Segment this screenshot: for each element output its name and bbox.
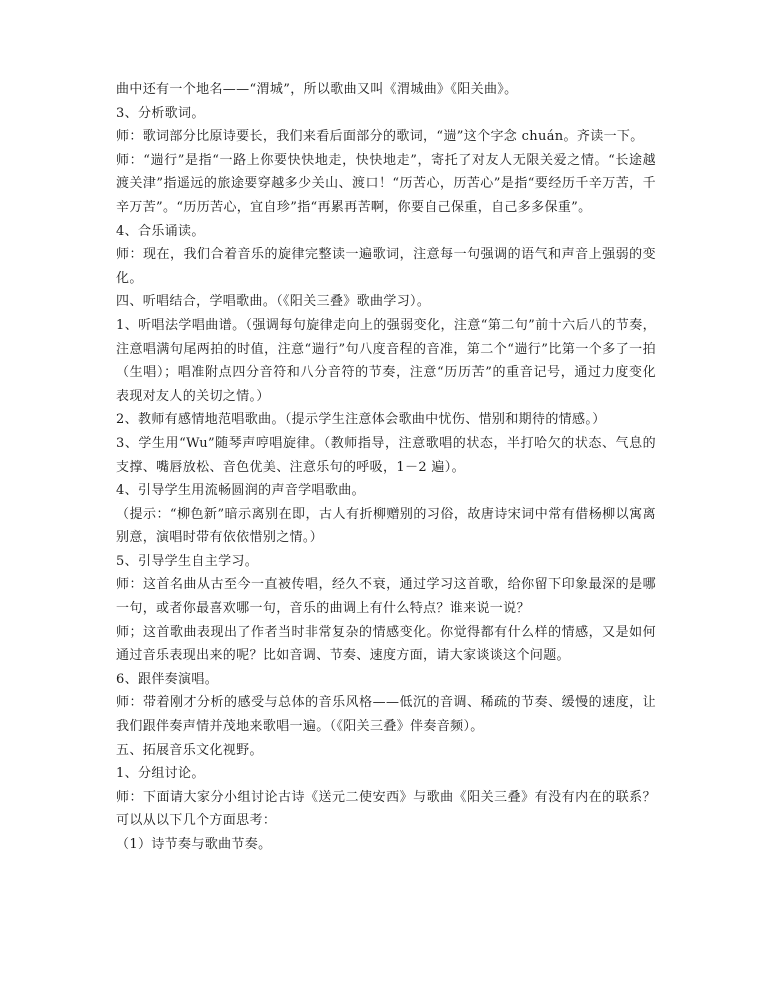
heading-group-discussion: 1、分组讨论。 <box>116 766 205 782</box>
section-heading-expand-culture: 五、拓展音乐文化视野。 <box>116 742 263 758</box>
paragraph-teacher-explanation: 师：“遄行”是指“一路上你要快快地走，快快地走”，寄托了对友人无限关爱之情。“长途越渡关津”指遥远的旅途要穿越多少关山、渡口！“历苦心，历苦心”是指“要经历千辛万苦，千辛万苦”。“历历苦心，宜自珍”指“再累再苦啊，你要自己保重，自己多多保重”。 <box>116 152 656 215</box>
paragraph-learn-score: 1、听唱法学唱曲谱。（强调每句旋律走向上的强弱变化，注意“第二句”前十六后八的节奏，注意唱满句尾两拍的时值，注意“遄行”句八度音程的音准，第二个“遄行”比第一个多了一拍（生唱）；唱准附点四分音符和八分音符的节奏，注意“历历苦”的重音记号，通过力度变化表现对友人的关切之情。） <box>116 317 656 404</box>
paragraph-guide-singing: 4、引导学生用流畅圆润的声音学唱歌曲。 <box>116 483 365 499</box>
paragraph-teacher-lyrics: 师：歌词部分比原诗要长，我们来看后面部分的歌词，“遄”这个字念 chuán。齐读一下。 <box>116 129 644 145</box>
heading-sing-along: 6、跟伴奏演唱。 <box>116 671 219 687</box>
paragraph-teacher-discussion: 师：下面请大家分小组讨论古诗《送元二使安西》与歌曲《阳关三叠》有没有内在的联系？可以从以下几个方面思考： <box>116 789 656 829</box>
heading-self-study: 5、引导学生自主学习。 <box>116 553 259 569</box>
paragraph-place-name: 曲中还有一个地名——“渭城”，所以歌曲又叫《渭城曲》《阳关曲》。 <box>116 82 518 97</box>
paragraph-teacher-question-2: 师；这首歌曲表现出了作者当时非常复杂的情感变化。你觉得都有什么样的情感，又是如何通过音乐表现出来的呢？比如音调、节奏、速度方面，请大家谈谈这个问题。 <box>116 624 656 664</box>
paragraph-teacher-question-1: 师：这首名曲从古至今一直被传唱，经久不衰，通过学习这首歌，给你留下印象最深的是哪一句，或者你最喜欢哪一句，音乐的曲调上有什么特点？谁来说一说？ <box>116 577 656 617</box>
heading-recite-with-music: 4、合乐诵读。 <box>116 223 205 239</box>
section-heading-listen-sing: 四、听唱结合，学唱歌曲。（《阳关三叠》歌曲学习）。 <box>116 294 431 310</box>
heading-analyze-lyrics: 3、分析歌词。 <box>116 105 205 121</box>
paragraph-teacher-demo: 2、教师有感情地范唱歌曲。（提示学生注意体会歌曲中忧伤、惜别和期待的情感。） <box>116 412 606 428</box>
paragraph-teacher-recite: 师：现在，我们合着音乐的旋律完整读一遍歌词，注意每一句强调的语气和声音上强弱的变化。 <box>116 247 656 286</box>
paragraph-hint-willow: （提示：“柳色新”暗示离别在即，古人有折柳赠别的习俗，故唐诗宋词中常有借杨柳以寓离别意，演唱时带有依依惜别之情。） <box>116 506 656 546</box>
document-body <box>116 78 656 857</box>
list-item-rhythm: （1）诗节奏与歌曲节奏。 <box>116 837 272 852</box>
paragraph-teacher-sing-along: 师：带着刚才分析的感受与总体的音乐风格——低沉的音调、稀疏的节奏、缓慢的速度，让我们跟伴奏声情并茂地来歌唱一遍。（《阳关三叠》伴奏音频）。 <box>116 695 656 735</box>
paragraph-hum-melody: 3、学生用“Wu”随琴声哼唱旋律。（教师指导，注意歌唱的状态，半打哈欠的状态、气息的支撑、嘴唇放松、音色优美、注意乐句的呼吸，1－2 遍）。 <box>116 435 656 475</box>
